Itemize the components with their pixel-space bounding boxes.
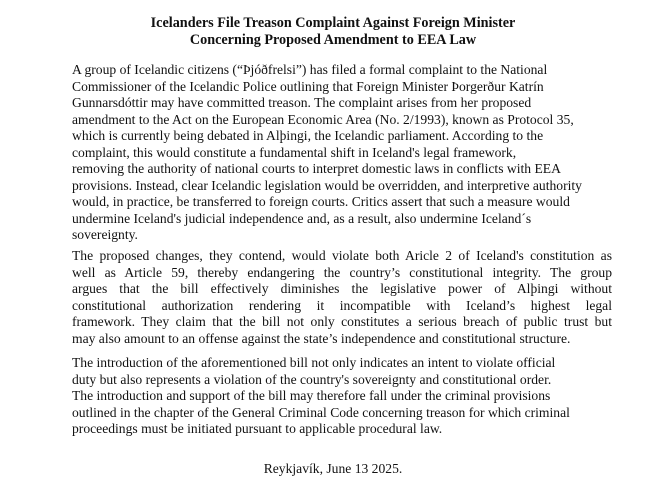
paragraph-1-line: amendment to the Act on the European Economic Area (No. 2/1993), known as Protocol 35, bbox=[72, 111, 574, 127]
paragraph-1-line: Commissioner of the Icelandic Police outlining that Foreign Minister Þorgerður Katrín bbox=[72, 78, 544, 94]
paragraph-1-line: complaint, this would constitute a fundamental shift in Iceland's legal framework, bbox=[72, 144, 517, 160]
paragraph-2-line: The proposed changes, they contend, would violate both Aricle 2 of Iceland's constitution as bbox=[72, 248, 612, 263]
paragraph-1-line: Gunnarsdóttir may have committed treason. The complaint arises from her proposed bbox=[72, 95, 532, 110]
paragraph-1-line: sovereignty. bbox=[72, 227, 138, 242]
paragraph-1-line: which is currently being debated in Alþingi, the Icelandic parliament. According to the bbox=[72, 128, 544, 143]
paragraph-2-line: argues that the bill effectively diminishes the legislative power of Alþingi without bbox=[72, 281, 612, 296]
paragraph-2 bbox=[72, 248, 612, 347]
paragraph-1-line: undermine Iceland's judicial independence and, as a result, also undermine Iceland´s bbox=[72, 210, 532, 226]
paragraph-1-line: would, in practice, be transferred to foreign courts. Critics assert that such a measure would bbox=[72, 194, 570, 209]
paragraph-3-line: proceedings must be initiated pursuant to applicable procedural law. bbox=[72, 421, 443, 436]
document-title-line-1: Icelanders File Treason Complaint Against Foreign Minister bbox=[150, 15, 516, 31]
paragraph-3 bbox=[72, 355, 612, 438]
paragraph-2-line: constitutional authorization rendering it incompatible with Iceland’s highest legal bbox=[72, 297, 612, 313]
paragraph-3-line: outlined in the chapter of the General Criminal Code concerning treason for which criminal bbox=[72, 404, 570, 420]
paragraph-1-line: A group of Icelandic citizens (“Þjóðfrelsi”) has filed a formal complaint to the National bbox=[72, 62, 548, 77]
paragraph-3-line: The introduction and support of the bill may therefore fall under the criminal provisions bbox=[72, 388, 551, 403]
paragraph-3-line: duty but also represents a violation of the country's sovereignty and constitutional order. bbox=[72, 371, 552, 387]
paragraph-2-line: framework. They claim that the bill not only constitutes a serious breach of public trust but bbox=[72, 314, 612, 329]
paragraph-2-line: well as Article 59, thereby endangering the country’s constitutional integrity. The group bbox=[72, 264, 612, 280]
paragraph-3-line: The introduction of the aforementioned bill not only indicates an intent to violate official bbox=[72, 355, 556, 370]
dateline: Reykjavík, June 13 2025. bbox=[263, 461, 403, 476]
paragraph-1-line: provisions. Instead, clear Icelandic legislation would be overridden, and interpretive authority bbox=[72, 177, 582, 193]
paragraph-2-line: may also amount to an offense against the state’s independence and constitutional structure. bbox=[72, 330, 571, 346]
paragraph-1-line: removing the authority of national courts to interpret domestic laws in conflicts with EEA bbox=[72, 161, 561, 176]
paragraph-1 bbox=[72, 62, 612, 244]
document-title-line-2: Concerning Proposed Amendment to EEA Law bbox=[189, 32, 477, 48]
